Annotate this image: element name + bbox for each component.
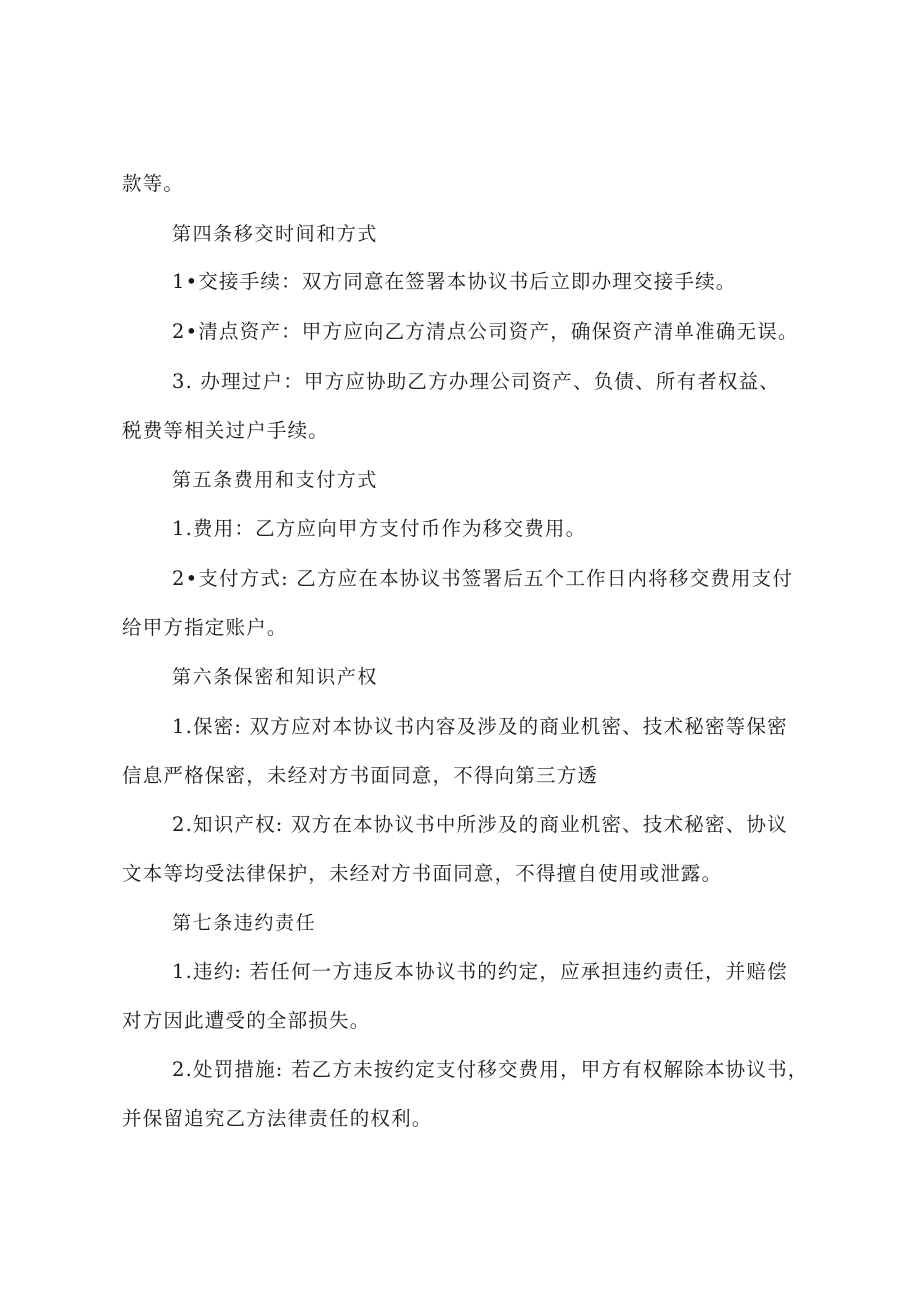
article-7-item-2-cont: 并保留追究乙方法律责任的权利。 xyxy=(122,1107,433,1130)
article-5-item-2-cont: 给甲方指定账户。 xyxy=(122,616,288,639)
article-5-heading: 第五条费用和支付方式 xyxy=(172,469,379,491)
article-7-item-2: 2.处罚措施: 若乙方未按约定支付移交费用，甲方有权解除本协议书， xyxy=(172,1058,809,1081)
article-6-heading: 第六条保密和知识产权 xyxy=(172,666,379,688)
continued-text-line: 款等。 xyxy=(122,172,185,195)
article-4-item-1: 1•交接手续：双方同意在签署本协议书后立即办理交接手续。 xyxy=(172,270,737,293)
article-5-item-1: 1.费用：乙方应向甲方支付币作为移交费用。 xyxy=(172,517,587,540)
article-6-item-1-cont: 信息严格保密，未经对方书面同意，不得向第三方透 xyxy=(122,764,599,787)
article-7-heading: 第七条违约责任 xyxy=(172,912,317,934)
article-7-item-1: 1.违约: 若任何一方违反本协议书的约定，应承担违约责任，并赔偿 xyxy=(172,960,788,983)
article-4-item-3: 3. 办理过户：甲方应协助乙方办理公司资产、负债、所有者权益、 xyxy=(172,370,781,393)
article-6-item-2-cont: 文本等均受法律保护，未经对方书面同意，不得擅自使用或泄露。 xyxy=(122,862,723,885)
article-5-item-2: 2•支付方式: 乙方应在本协议书签署后五个工作日内将移交费用支付 xyxy=(172,567,794,590)
article-7-item-1-cont: 对方因此遭受的全部损失。 xyxy=(122,1009,371,1032)
article-4-heading: 第四条移交时间和方式 xyxy=(172,223,379,245)
article-6-item-2: 2.知识产权: 双方在本协议书中所涉及的商业机密、技术秘密、协议 xyxy=(172,813,788,836)
article-4-item-2: 2•清点资产：甲方应向乙方清点公司资产，确保资产清单准确无误。 xyxy=(172,320,799,343)
article-4-item-3-cont: 税费等相关过户手续。 xyxy=(122,419,330,442)
article-6-item-1: 1.保密: 双方应对本协议书内容及涉及的商业机密、技术秘密等保密 xyxy=(172,715,788,738)
